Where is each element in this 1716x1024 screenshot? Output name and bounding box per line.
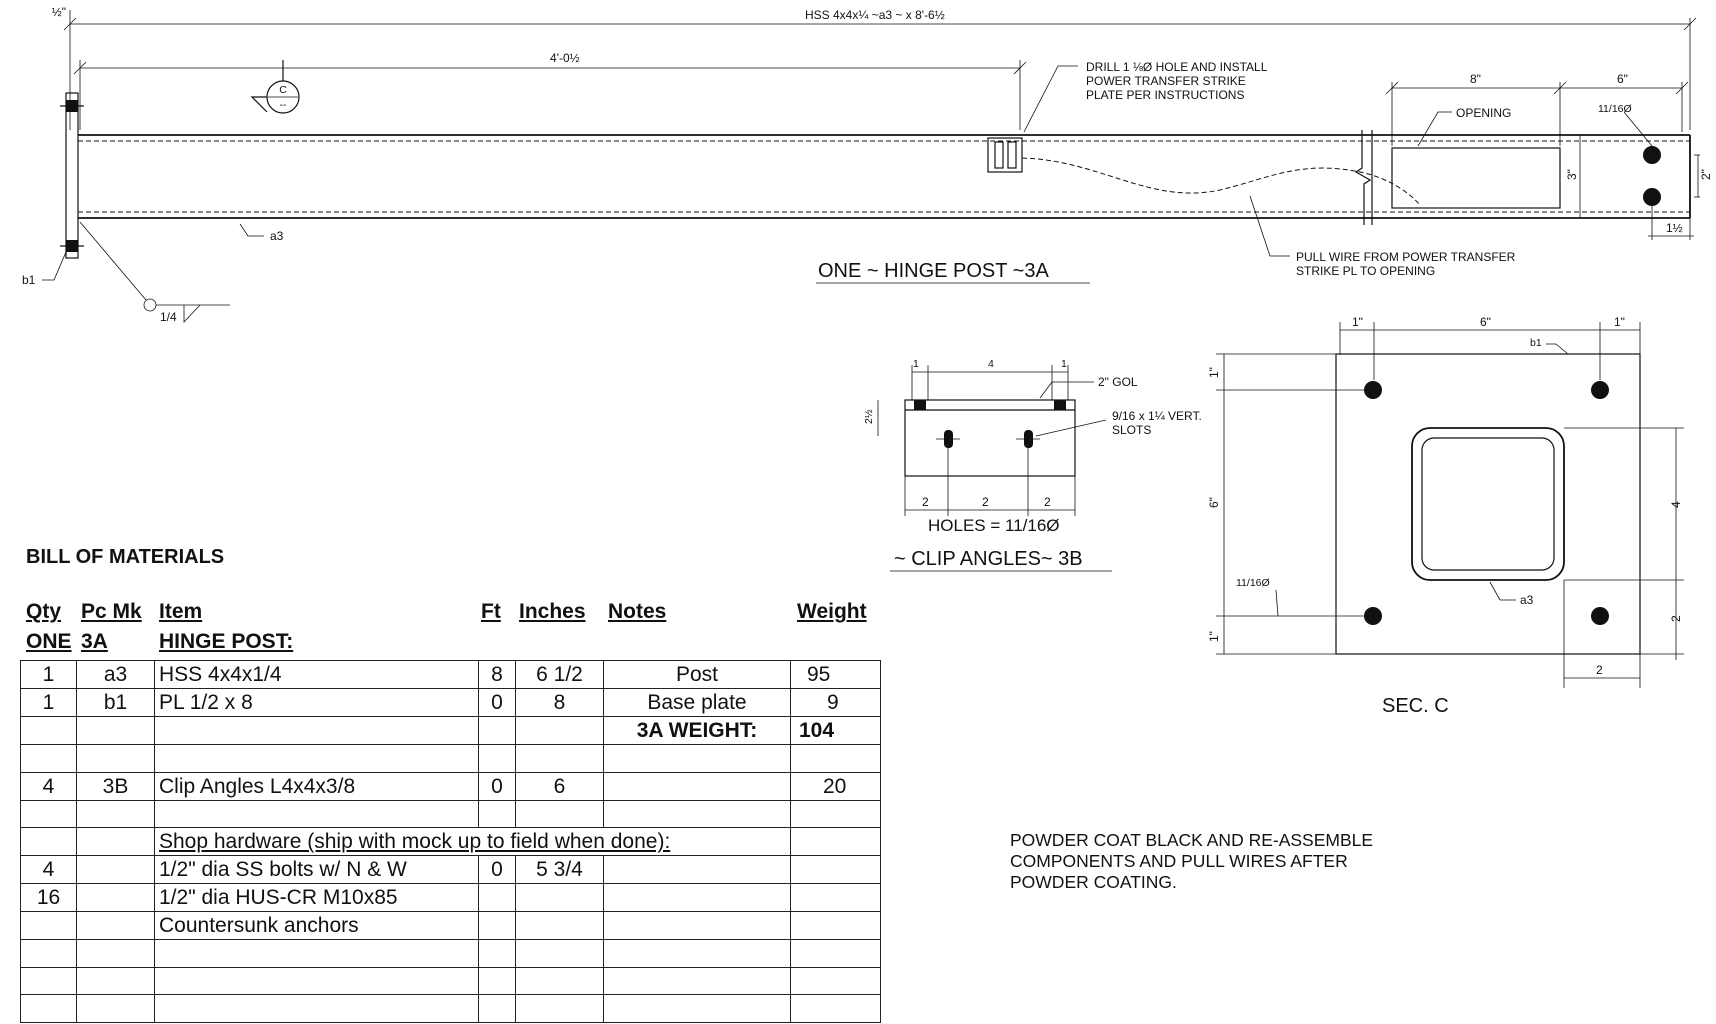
- bom-cell-qty: 1: [21, 661, 77, 689]
- bom-cell-item: HSS 4x4x1/4: [155, 661, 479, 689]
- bom-cell-pc-mk: b1: [77, 689, 155, 717]
- clip-dim-bottom-1: 2: [922, 495, 929, 509]
- bom-cell-qty: [21, 967, 77, 995]
- note-line: COMPONENTS AND PULL WIRES AFTER: [1010, 851, 1348, 871]
- bom-cell-qty: [21, 912, 77, 940]
- bom-cell-ft: [479, 745, 516, 773]
- pull-wire-note-line-1: PULL WIRE FROM POWER TRANSFER: [1296, 250, 1516, 264]
- bom-header-item: Item: [159, 600, 203, 623]
- bom-cell-item: Shop hardware (ship with mock up to field when done):: [155, 828, 791, 856]
- table-row: [21, 995, 881, 1023]
- bom-cell-item: [155, 800, 479, 828]
- bom-cell-inches: 8: [516, 689, 604, 717]
- clip-dim-top-4: 4: [988, 358, 994, 370]
- bom-cell-inches: [516, 995, 604, 1023]
- bom-cell-pc-mk: [77, 967, 155, 995]
- bom-cell-weight: [791, 828, 881, 856]
- bom-cell-inches: [516, 884, 604, 912]
- clip-dim-top-1: 1: [913, 358, 919, 370]
- table-row: [21, 828, 881, 856]
- bom-cell-inches: [516, 717, 604, 745]
- bom-cell-weight: 95: [791, 661, 881, 689]
- sec-dim-right-2: 2: [1669, 615, 1683, 622]
- bom-cell-weight: [791, 967, 881, 995]
- bom-cell-weight: [791, 884, 881, 912]
- table-row: [21, 717, 881, 745]
- bom-cell-weight: [791, 745, 881, 773]
- bom-cell-ft: [479, 800, 516, 828]
- bom-cell-pc-mk: [77, 800, 155, 828]
- sec-mark-b1: b1: [1530, 337, 1542, 349]
- bom-header-pc-mk: Pc Mk: [81, 600, 142, 623]
- bom-header-weight: Weight: [797, 600, 867, 623]
- hinge-post-title: ONE ~ HINGE POST ~3A: [818, 260, 1049, 282]
- bom-cell-item: [155, 967, 479, 995]
- note-line: POWDER COATING.: [1010, 872, 1177, 892]
- bom-cell-weight: 9: [791, 689, 881, 717]
- bom-cell-ft: [479, 912, 516, 940]
- sec-mark-a3: a3: [1520, 593, 1534, 607]
- bom-cell-qty: [21, 745, 77, 773]
- sec-dim-left-6: 6": [1207, 497, 1221, 508]
- bom-cell-pc-mk: 3B: [77, 772, 155, 800]
- sec-dim-top-1b: 1": [1614, 315, 1625, 329]
- bom-cell-notes: Base plate: [604, 689, 791, 717]
- table-row: [21, 912, 881, 940]
- bom-cell-item: [155, 717, 479, 745]
- bom-cell-inches: [516, 800, 604, 828]
- bom-cell-inches: 6: [516, 772, 604, 800]
- sec-dim-top-1: 1": [1352, 315, 1363, 329]
- drill-note-line-1: DRILL 1 ⅛Ø HOLE AND INSTALL: [1086, 60, 1268, 74]
- bom-cell-weight: [791, 912, 881, 940]
- bom-cell-item: [155, 745, 479, 773]
- overall-dimension: HSS 4x4x¼ ~a3 ~ x 8'-6½: [805, 8, 945, 22]
- bom-cell-notes: [604, 745, 791, 773]
- bom-cell-notes: [604, 856, 791, 884]
- bom-cell-weight: 104: [791, 717, 881, 745]
- bom-cell-notes: [604, 912, 791, 940]
- weld-size: 1/4: [160, 310, 177, 324]
- bom-cell-ft: [479, 940, 516, 968]
- clip-angles-title: ~ CLIP ANGLES~ 3B: [894, 548, 1083, 570]
- bom-cell-inches: 5 3/4: [516, 856, 604, 884]
- dimension-8: 8": [1470, 72, 1481, 86]
- bom-cell-ft: 0: [479, 772, 516, 800]
- pull-wire-note-line-2: STRIKE PL TO OPENING: [1296, 264, 1436, 278]
- bom-header-ft: Ft: [481, 600, 501, 623]
- bom-cell-ft: [479, 995, 516, 1023]
- bom-header-notes: Notes: [608, 600, 667, 623]
- bom-cell-pc-mk: [77, 717, 155, 745]
- dimension-1-5: 1½: [1666, 221, 1683, 235]
- bom-cell-weight: [791, 800, 881, 828]
- table-row: [21, 689, 881, 717]
- bom-cell-weight: [791, 940, 881, 968]
- bom-cell-qty: 4: [21, 772, 77, 800]
- bom-cell-qty: [21, 995, 77, 1023]
- bom-cell-ft: [479, 967, 516, 995]
- clip-slots-line-2: SLOTS: [1112, 423, 1152, 437]
- clip-dim-bottom-2: 2: [982, 495, 989, 509]
- bom-cell-inches: [516, 940, 604, 968]
- left-dimension-top: ½": [51, 5, 66, 19]
- bom-cell-qty: 4: [21, 856, 77, 884]
- bom-cell-item: 1/2" dia SS bolts w/ N & W: [155, 856, 479, 884]
- bom-cell-pc-mk: a3: [77, 661, 155, 689]
- bom-cell-ft: 8: [479, 661, 516, 689]
- bom-cell-item: PL 1/2 x 8: [155, 689, 479, 717]
- bom-cell-notes: Post: [604, 661, 791, 689]
- section-mark-sub: --: [279, 99, 287, 111]
- bom-cell-weight: [791, 856, 881, 884]
- bom-header-qty: Qty: [26, 600, 62, 623]
- bom-table: [20, 660, 881, 1023]
- bom-cell-notes: [604, 884, 791, 912]
- bom-cell-pc-mk: [77, 828, 155, 856]
- table-row: [21, 661, 881, 689]
- clip-dim-bottom-3: 2: [1044, 495, 1051, 509]
- bom-cell-qty: [21, 940, 77, 968]
- bom-cell-qty: [21, 800, 77, 828]
- sec-dim-left-1b: 1": [1207, 631, 1221, 642]
- bom-cell-qty: [21, 717, 77, 745]
- bom-cell-qty: 16: [21, 884, 77, 912]
- bom-cell-pc-mk: [77, 995, 155, 1023]
- sec-dim-left-1: 1": [1207, 367, 1221, 378]
- section-c-title: SEC. C: [1382, 695, 1449, 717]
- table-row: [21, 940, 881, 968]
- bom-header-inches: Inches: [519, 600, 586, 623]
- bom-cell-ft: 0: [479, 856, 516, 884]
- bom-cell-inches: [516, 967, 604, 995]
- opening-label: OPENING: [1456, 106, 1512, 120]
- clip-dim-top-1b: 1: [1061, 358, 1067, 370]
- bom-cell-inches: [516, 912, 604, 940]
- bom-cell-notes: [604, 995, 791, 1023]
- bom-cell-notes: [604, 967, 791, 995]
- bom-cell-pc-mk: [77, 884, 155, 912]
- bom-cell-item: [155, 995, 479, 1023]
- bom-cell-item: [155, 940, 479, 968]
- section-mark-letter: C: [279, 84, 287, 96]
- clip-dim-side: 2½: [863, 409, 875, 424]
- bom-cell-item: Clip Angles L4x4x3/8: [155, 772, 479, 800]
- clip-slots-line-1: 9/16 x 1¼ VERT.: [1112, 409, 1202, 423]
- bom-cell-notes: [604, 800, 791, 828]
- bom-cell-ft: 0: [479, 689, 516, 717]
- note-line: POWDER COAT BLACK AND RE-ASSEMBLE: [1010, 830, 1374, 850]
- table-row: [21, 856, 881, 884]
- bom-cell-notes: 3A WEIGHT:: [604, 717, 791, 745]
- bom-group-row: [0, 630, 880, 660]
- drill-note-line-3: PLATE PER INSTRUCTIONS: [1086, 88, 1245, 102]
- dimension-6: 6": [1617, 72, 1628, 86]
- bom-group-item: HINGE POST:: [159, 630, 294, 653]
- bom-cell-pc-mk: [77, 856, 155, 884]
- sec-hole-diameter: 11/16Ø: [1236, 577, 1270, 589]
- bom-group-qty: ONE: [26, 630, 72, 653]
- powder-coat-note: [1010, 830, 1470, 893]
- table-row: [21, 967, 881, 995]
- table-row: [21, 884, 881, 912]
- bom-cell-weight: 20: [791, 772, 881, 800]
- bom-cell-item: Countersunk anchors: [155, 912, 479, 940]
- bom-cell-notes: [604, 772, 791, 800]
- section-c-detail: [1207, 315, 1684, 717]
- mark-a3: a3: [270, 229, 284, 243]
- dimension-3: 3": [1565, 169, 1579, 180]
- bom-header-row: [0, 600, 880, 630]
- bom-cell-ft: [479, 884, 516, 912]
- sec-dim-right-4: 4: [1669, 501, 1683, 508]
- sec-dim-top-6: 6": [1480, 315, 1491, 329]
- bom-cell-pc-mk: [77, 912, 155, 940]
- bom-cell-qty: 1: [21, 689, 77, 717]
- drill-note-line-2: POWER TRANSFER STRIKE: [1086, 74, 1246, 88]
- bom-cell-notes: [604, 940, 791, 968]
- table-row: [21, 800, 881, 828]
- bom-title: BILL OF MATERIALS: [26, 546, 225, 568]
- hole-diameter: 11/16Ø: [1598, 103, 1632, 115]
- dimension-2: 2": [1699, 169, 1713, 180]
- bom-cell-inches: 6 1/2: [516, 661, 604, 689]
- bom-cell-pc-mk: [77, 745, 155, 773]
- bom-cell-qty: [21, 828, 77, 856]
- hinge-post-elevation: [22, 5, 1713, 324]
- bom-cell-item: 1/2" dia HUS-CR M10x85: [155, 884, 479, 912]
- table-row: [21, 745, 881, 773]
- table-row: [21, 772, 881, 800]
- bom-cell-weight: [791, 995, 881, 1023]
- bom-group-pc-mk: 3A: [81, 630, 108, 653]
- center-dimension: 4'-0½: [550, 51, 580, 65]
- bom-cell-inches: [516, 745, 604, 773]
- clip-angles-detail: [863, 358, 1202, 571]
- sec-dim-bottom: 2: [1596, 663, 1603, 677]
- clip-holes-note: HOLES = 11/16Ø: [928, 516, 1060, 535]
- clip-gol: 2" GOL: [1098, 375, 1138, 389]
- mark-b1: b1: [22, 273, 36, 287]
- bom-cell-pc-mk: [77, 940, 155, 968]
- bom-cell-ft: [479, 717, 516, 745]
